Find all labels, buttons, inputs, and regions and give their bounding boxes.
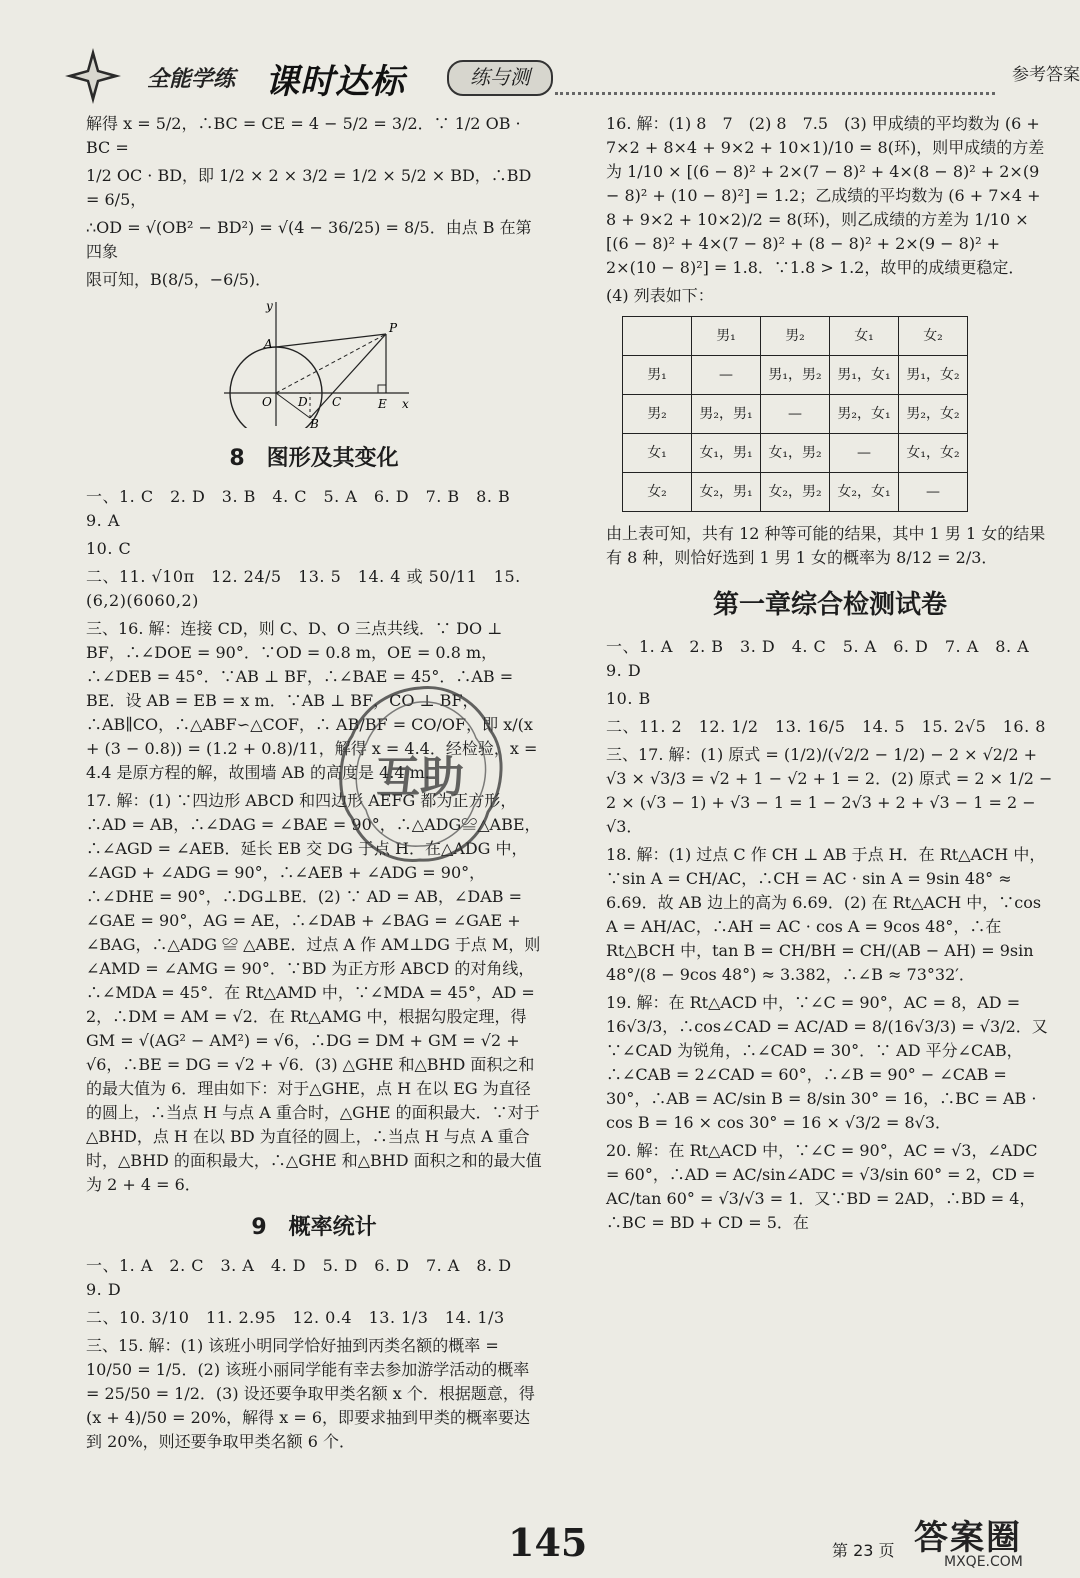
stamp-text: 互助 xyxy=(376,752,464,803)
table-cell: 男₁ xyxy=(623,356,692,395)
table-cell: 男₁，男₂ xyxy=(761,356,830,395)
fig-label-B: B xyxy=(310,417,319,428)
section-title-9: 9 概率统计 xyxy=(251,1215,377,1240)
fig-label-C: C xyxy=(332,395,342,409)
fig-label-D: D xyxy=(298,395,308,409)
solution-paragraph: 三、15. 解：(1) 该班小明同学恰好抽到丙类名额的概率 = 10/50 = 1/5．(2) 该班小丽同学能有幸去参加游学活动的概率 = 25/50 = 1/2．(3) 设还要争取甲类名额 x 个．根据题意，得 (x + 4)/50 = 20%，解得 x = 6，即要求抽到甲类的概率要达到 20%，则还要争取甲类名额 6 个． xyxy=(86,1336,535,1451)
fig-label-E: E xyxy=(378,397,387,411)
solution-paragraph: 三、16. 解：连接 CD，则 C、D、O 三点共线．∵ DO ⊥ BF，∴∠DOE = 90°．∵OD = 0.8 m，OE = 0.8 m，∴∠DEB = 45°．∵AB ⊥ BF，∴∠BAE = 45°．∴AB = BE．设 AB = EB = x m．∵AB ⊥ BF，CO ⊥ BF，∴AB∥CO，∴△ABF∽△COF，∴ AB/BF = CO/OF，即 x/(x + (3 − 0.8)) = (1.2 + 0.8)/11，解得 x = 4.4．经检验，x = 4.4 是原方程的解，故围墙 AB 的高度是 4.4 m． xyxy=(86,619,538,782)
table-cell: 男₂，男₁ xyxy=(692,395,761,434)
solution-paragraph: 由上表可知，共有 12 种等可能的结果，其中 1 男 1 女的结果有 8 种，则恰好选到 1 男 1 女的概率为 8/12 = 2/3． xyxy=(606,524,1046,567)
solution-paragraph: 16. 解：(1) 8 7 (2) 8 7.5 (3) 甲成绩的平均数为 (6 + 7×2 + 8×4 + 9×2 + 10×1)/10 = 8(环)，则甲成绩的方差为 1/10 × [(6 − 8)² + 2×(7 − 8)² + 4×(8 − 8)² + 2×(9 − 8)² + (10 − 8)²] = 1.2；乙成绩的平均数为 (6 + 7×4 + 8 + 9×2 + 10×2)/2 = 8(环)，则乙成绩的方差为 1/10 × [(6 − 8)² + 4×(7 − 8)² + (8 − 8)² + 2×(9 − 8)² + 2×(10 − 8)²] = 1.8．∵1.8 > 1.2，故甲的成绩更稳定． xyxy=(606,114,1045,277)
table-row xyxy=(623,434,968,473)
fig-label-P: P xyxy=(389,321,398,335)
table-cell: 男₁，女₁ xyxy=(830,356,899,395)
answer-line: 一、1. C 2. D 3. B 4. C 5. A 6. D 7. B 8. B 9. A xyxy=(86,487,527,530)
chapter-test-title: 第一章综合检测试卷 xyxy=(712,590,947,620)
solution-paragraph: 20. 解：在 Rt△ACD 中，∵∠C = 90°，AC = √3，∠ADC = 60°，∴AD = AC/sin∠ADC = √3/sin 60° = 2，CD = AC/tan 60° = √3/√3 = 1．又∵BD = 2AD，∴BD = 4，∴BC = BD + CD = 5．在 xyxy=(606,1141,1038,1232)
selection-table xyxy=(622,316,968,512)
table-cell: — xyxy=(830,434,899,473)
fig-label-O: O xyxy=(262,395,272,409)
star-logo-icon xyxy=(63,46,123,106)
fig-label-y: y xyxy=(266,299,273,313)
table-cell: 女₁，男₂ xyxy=(761,434,830,473)
table-cell: 男₂，女₂ xyxy=(899,395,968,434)
watermark-url: MXQE.COM xyxy=(944,1554,1023,1570)
header-dotted-rule xyxy=(555,92,995,95)
table-cell: — xyxy=(692,356,761,395)
page-number: 145 xyxy=(508,1520,588,1565)
solution-paragraph: 三、17. 解：(1) 原式 = (1/2)/(√2/2 − 1/2) − 2 × √2/2 + √3 × √3/3 = √2 + 1 − √2 + 1 = 2．(2) 原式 = 2 × 1/2 − 2 × (√3 − 1) + √3 − 1 = 1 − 2√3 + 2 + √3 − 1 = 2 − √3． xyxy=(606,745,1053,836)
table-cell: 男₂，女₁ xyxy=(830,395,899,434)
brand-title: 课时达标 xyxy=(265,62,405,102)
table-row xyxy=(623,317,968,356)
solution-paragraph: 19. 解：在 Rt△ACD 中，∵∠C = 90°，AC = 8，AD = 16√3/3，∴cos∠CAD = AC/AD = 8/(16√3/3) = √3/2．又∵∠CAD 为锐角，∴∠CAD = 30°．∵ AD 平分∠CAB，∴∠CAB = 2∠CAD = 60°，∴∠B = 90° − ∠CAB = 30°，∴AB = AC/sin B = 8/sin 30° = 16，∴BC = AB · cos B = 16 × cos 30° = 16 × √3/2 = 8√3． xyxy=(606,993,1048,1132)
header-right-label: 参考答案 xyxy=(1012,65,1080,85)
table-cell: 男₂ xyxy=(623,395,692,434)
circle-geometry-figure xyxy=(214,298,414,428)
brand-badge: 练与测 xyxy=(447,60,553,96)
table-row xyxy=(623,473,968,512)
table-cell: 女₂，男₂ xyxy=(761,473,830,512)
corner-watermark xyxy=(904,1510,1080,1578)
answer-line: 10. C xyxy=(86,539,132,558)
table-cell: — xyxy=(761,395,830,434)
fig-label-A: A xyxy=(264,337,273,351)
answer-line: 二、11. 2 12. 1/2 13. 16/5 14. 5 15. 2√5 16. 8 xyxy=(606,717,1046,736)
text-line: 解得 x = 5/2，∴BC = CE = 4 − 5/2 = 3/2．∵ 1/2 OB · BC = xyxy=(86,114,521,157)
fig-label-x: x xyxy=(402,397,409,411)
table-row xyxy=(623,356,968,395)
table-cell: 女₁ xyxy=(623,434,692,473)
solution-paragraph: 18. 解：(1) 过点 C 作 CH ⊥ AB 于点 H．在 Rt△ACH 中，∵sin A = CH/AC，∴CH = AC · sin A = 9sin 48° ≈ 6.69．故 AB 边上的高为 6.69．(2) 在 Rt△ACH 中，∵cos A = AH/AC，∴AH = AC · cos A = 9cos 48°，∴在 Rt△BCH 中，tan B = CH/BH = CH/(AB − AH) = 9sin 48°/(8 − 9cos 48°) ≈ 3.382，∴∠B ≈ 73°32′． xyxy=(606,845,1046,984)
table-cell: 女₂，女₁ xyxy=(830,473,899,512)
table-cell: 男₁，女₂ xyxy=(899,356,968,395)
brand-small: 全能学练 xyxy=(147,67,236,92)
text-line: (4) 列表如下： xyxy=(606,286,714,305)
table-cell: 男₂ xyxy=(761,317,830,356)
page-header xyxy=(55,40,1080,108)
table-cell: 男₁ xyxy=(692,317,761,356)
watermark-title: 答案圈 xyxy=(914,1518,1022,1558)
text-line: ∴OD = √(OB² − BD²) = √(4 − 36/25) = 8/5．由点 B 在第四象 xyxy=(86,218,532,261)
table-cell xyxy=(623,317,692,356)
table-cell: 女₂，男₁ xyxy=(692,473,761,512)
answer-line: 二、10. 3/10 11. 2.95 12. 0.4 13. 1/3 14. 1/3 xyxy=(86,1308,505,1327)
right-column xyxy=(606,112,1054,1239)
section-title-8: 8 图形及其变化 xyxy=(229,446,399,471)
table-cell: 女₁，男₁ xyxy=(692,434,761,473)
answer-line: 一、1. A 2. C 3. A 4. D 5. D 6. D 7. A 8. D 9. D xyxy=(86,1256,529,1299)
table-cell: 女₂ xyxy=(899,317,968,356)
footer-page-label: 第 23 页 xyxy=(832,1541,895,1560)
table-cell: — xyxy=(899,473,968,512)
watermark-stamp-icon xyxy=(330,680,510,870)
answer-line: 10. B xyxy=(606,689,651,708)
table-cell: 女₁ xyxy=(830,317,899,356)
text-line: 限可知，B(8/5，−6/5)． xyxy=(86,270,272,289)
solution-paragraph: 17. 解：(1) ∵四边形 ABCD 和四边形 AEFG 都为正方形，∴AD = AB，∴∠DAG = ∠BAE = 90°，∴△ADG≌△ABE，∴∠AGD = ∠AEB．延长 EB 交 DG 于点 H．在△ADG 中，∠AGD + ∠ADG = 90°，∴∠AEB + ∠ADG = 90°，∴∠DHE = 90°，∴DG⊥BE．(2) ∵ AD = AB，∠DAB = ∠GAE = 90°，AG = AE，∴∠DAB + ∠BAG = ∠GAE + ∠BAG，∴△ADG ≌ △ABE．过点 A 作 AM⊥DG 于点 M，则∠AMD = ∠AMG = 90°．∵BD 为正方形 ABCD 的对角线，∴∠MDA = 45°．在 Rt△AMD 中，∵∠MDA = 45°，AD = 2，∴DM = AM = √2．在 Rt△AMG 中，根据勾股定理，得 GM = √(AG² − AM²) = √6，∴DG = DM + GM = √2 + √6，∴BE = DG = √2 + √6．(3) △GHE 和△BHD 面积之和的最大值为 6．理由如下：对于△GHE，点 H 在以 EG 为直径的圆上，∴当点 H 与点 A 重合时，△GHE 的面积最大．∵对于△BHD，点 H 在以 BD 为直径的圆上，∴当点 H 与点 A 重合时，△BHD 的面积最大，∴△GHE 和△BHD 面积之和的最大值为 2 + 4 = 6． xyxy=(86,791,542,1194)
answer-line: 二、11. √10π 12. 24/5 13. 5 14. 4 或 50/11 15. (6,2)(6060,2) xyxy=(86,567,521,610)
text-line: 1/2 OC · BD，即 1/2 × 2 × 3/2 = 1/2 × 5/2 × BD，∴BD = 6/5， xyxy=(86,166,532,209)
table-cell: 女₁，女₂ xyxy=(899,434,968,473)
table-row xyxy=(623,395,968,434)
answer-line: 一、1. A 2. B 3. D 4. C 5. A 6. D 7. A 8. A 9. D xyxy=(606,637,1046,680)
table-cell: 女₂ xyxy=(623,473,692,512)
